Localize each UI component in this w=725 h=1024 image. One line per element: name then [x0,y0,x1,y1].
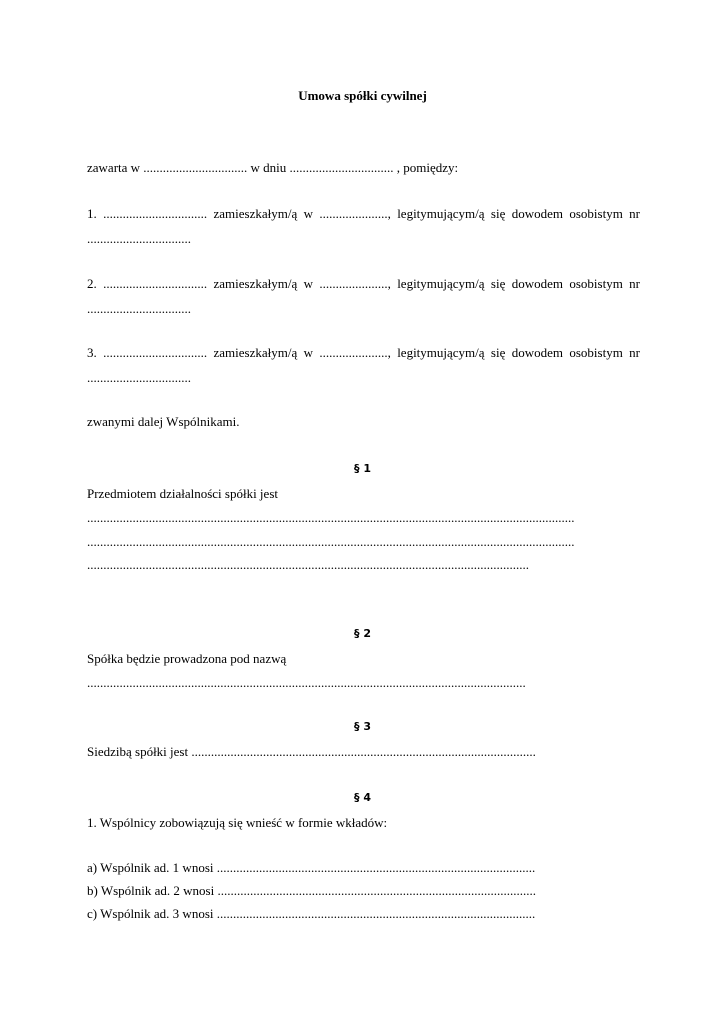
section-3-text: Siedzibą spółki jest .......................................................................................................... [87,744,536,759]
section-1-text: Przedmiotem działalności spółki jest [87,486,278,501]
partner-3-line: 3. ................................ zamieszkałym/ą w ....................., legitymującym/ą się dowodem osobistym nr [87,345,640,360]
section-2-heading: § 2 [354,627,371,640]
section-4-item-c: c) Wspólnik ad. 3 wnosi .................................................................................................. [87,906,536,921]
section-4-item-b: b) Wspólnik ad. 2 wnosi .................................................................................................. [87,883,536,898]
section-2-line-1: ....................................................................................................................................... [87,675,526,690]
section-1-line-2: ...................................................................................................................................................... [87,534,575,549]
partner-2-line: 2. ................................ zamieszkałym/ą w ....................., legitymującym/ą się dowodem osobistym nr [87,276,640,291]
section-2-text: Spółka będzie prowadzona pod nazwą [87,651,287,666]
intro-line: zawarta w ................................ w dniu ................................ , pomiędzy: [87,160,459,175]
section-4-heading: § 4 [354,791,371,804]
document-title: Umowa spółki cywilnej [298,88,427,103]
partner-3-id-line: ................................ [87,370,191,385]
partner-1-id-line: ................................ [87,231,191,246]
partner-2-id-line: ................................ [87,301,191,316]
section-3-heading: § 3 [354,720,371,733]
section-4-text: 1. Wspólnicy zobowiązują się wnieść w formie wkładów: [87,815,388,830]
section-1-heading: § 1 [354,462,371,475]
partner-1-line: 1. ................................ zamieszkałym/ą w ....................., legitymującym/ą się dowodem osobistym nr [87,206,640,221]
section-1-line-3: ........................................................................................................................................ [87,557,529,572]
partners-closing: zwanymi dalej Wspólnikami. [87,414,240,429]
section-1-line-1: ...................................................................................................................................................... [87,510,575,525]
section-4-item-a: a) Wspólnik ad. 1 wnosi .................................................................................................. [87,860,536,875]
